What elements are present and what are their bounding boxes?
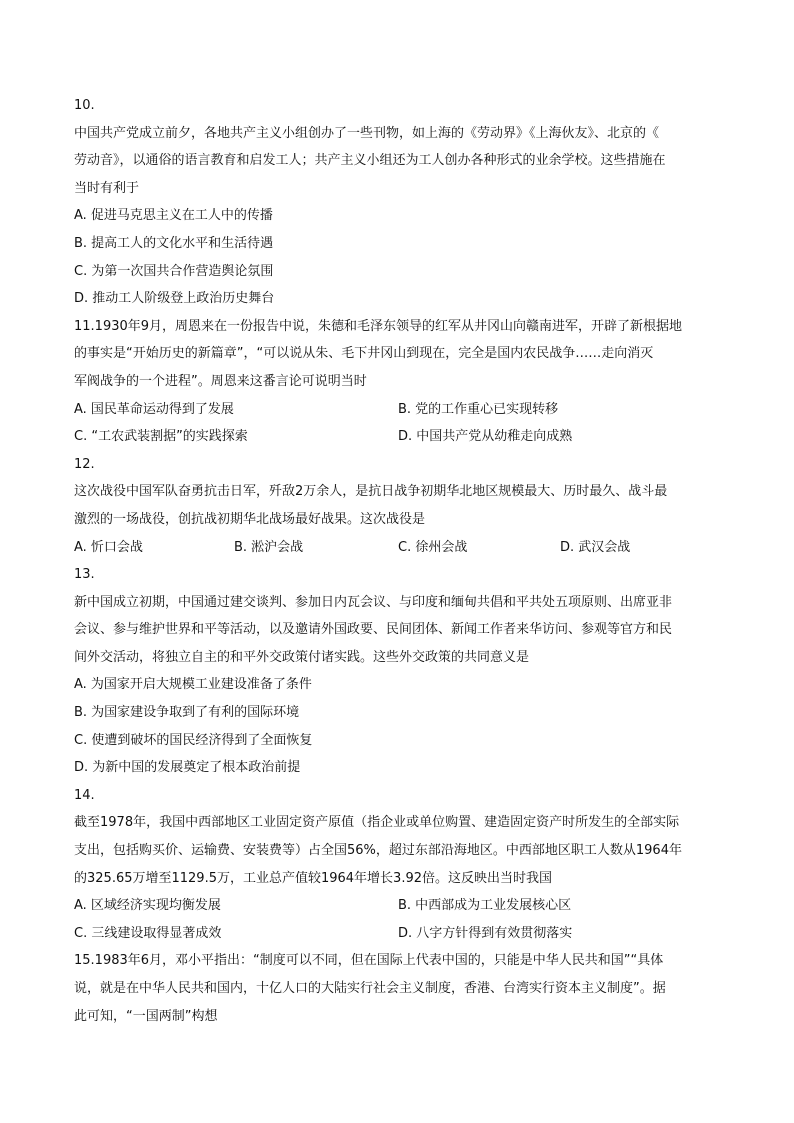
q12-stem-line: 这次战役中国军队奋勇抗击日军，歼敌2万余人，是抗日战争初期华北地区规模最大、历时最久、战斗最 (74, 484, 668, 500)
q11-stem-line: 军阀战争的一个进程”。周恩来这番言论可说明当时 (74, 373, 367, 389)
q15-stem-line: 说，就是在中华人民共和国内，十亿人口的大陆实行社会主义制度，香港、台湾实行资本主义制度”。据 (74, 981, 666, 996)
q11-option-c: C. “工农武装割据”的实践探索 (74, 429, 248, 445)
q14-option-c: C. 三线建设取得显著成效 (74, 925, 222, 941)
q13-stem-line: 新中国成立初期，中国通过建交谈判、参加日内瓦会议、与印度和缅甸共倡和平共处五项原则、出席亚非 (74, 594, 673, 610)
q13-number: 13. (74, 567, 95, 583)
q13-option-b: B. 为国家建设争取到了有利的国际环境 (74, 705, 300, 721)
q11-stem-line: 的事实是“开始历史的新篇章”，“可以说从朱、毛下井冈山到现在，完全是国内农民战争……走向消灭 (74, 346, 654, 362)
q10-option-c: C. 为第一次国共合作营造舆论氛围 (74, 263, 274, 279)
q14-option-a: A. 区域经济实现均衡发展 (74, 898, 221, 914)
q11-stem-line: 11.1930年9月，周恩来在一份报告中说，朱德和毛泽东领导的红军从井冈山向赣南进军，开辟了新根据地 (74, 318, 683, 334)
q13-stem-line: 间外交活动，将独立自主的和平外交政策付诸实践。这些外交政策的共同意义是 (74, 649, 530, 665)
q13-stem-line: 会议、参与维护世界和平等活动，以及邀请外国政要、民间团体、新闻工作者来华访问、参观等官方和民 (74, 622, 673, 638)
q14-stem-line: 截至1978年，我国中西部地区工业固定资产原值（指企业或单位购置、建造固定资产时所发生的全部实际 (74, 815, 680, 831)
q10-stem-line: 中国共产党成立前夕，各地共产主义小组创办了一些刊物，如上海的《劳动界》《上海伙友》、北京的《 (74, 125, 660, 141)
q12-number: 12. (74, 456, 95, 472)
q14-stem-line: 的325.65万增至1129.5万，工业总产值较1964年增长3.92倍。这反映出当时我国 (74, 870, 553, 886)
exam-page (74, 92, 724, 1030)
q14-number: 14. (74, 787, 95, 803)
q11-option-b: B. 党的工作重心已实现转移 (398, 401, 559, 417)
q10-option-d: D. 推动工人阶级登上政治历史舞台 (74, 291, 275, 307)
q12-option-b: B. 淞沪会战 (234, 539, 304, 555)
q15-stem-line: 此可知，“一国两制”构想 (74, 1008, 218, 1024)
q14-option-d: D. 八字方针得到有效贯彻落实 (398, 925, 573, 941)
q12-option-a: A. 忻口会战 (74, 539, 143, 555)
q15-stem-line: 15.1983年6月，邓小平指出：“制度可以不同，但在国际上代表中国的，只能是中华人民共和国”“具体 (74, 953, 664, 969)
q12-option-d: D. 武汉会战 (560, 539, 631, 555)
q11-option-a: A. 国民革命运动得到了发展 (74, 401, 234, 417)
q11-options-row (74, 396, 724, 424)
q14-options-row (74, 892, 724, 920)
q10-number: 10. (74, 98, 95, 113)
q10-option-a: A. 促进马克思主义在工人中的传播 (74, 208, 273, 224)
q10-option-b: B. 提高工人的文化水平和生活待遇 (74, 235, 274, 251)
q14-option-b: B. 中西部成为工业发展核心区 (398, 898, 572, 914)
q12-option-c: C. 徐州会战 (398, 539, 468, 555)
q14-options-row (74, 920, 724, 948)
q10-stem-line: 当时有利于 (74, 180, 140, 196)
q12-stem-line: 激烈的一场战役，创抗战初期华北战场最好战果。这次战役是 (74, 511, 426, 527)
q11-options-row (74, 423, 724, 451)
q14-stem-line: 支出，包括购买价、运输费、安装费等）占全国56%，超过东部沿海地区。中西部地区职工人数从1964年 (74, 843, 682, 859)
q13-option-d: D. 为新中国的发展奠定了根本政治前提 (74, 760, 301, 776)
q11-option-d: D. 中国共产党从幼稚走向成熟 (398, 429, 573, 445)
q12-options-row (74, 534, 724, 562)
q10-stem-line: 劳动音》，以通俗的语言教育和启发工人；共产主义小组还为工人创办各种形式的业余学校。这些措施在 (74, 153, 666, 169)
q13-option-a: A. 为国家开启大规模工业建设准备了条件 (74, 677, 312, 693)
q13-option-c: C. 使遭到破坏的国民经济得到了全面恢复 (74, 732, 313, 748)
